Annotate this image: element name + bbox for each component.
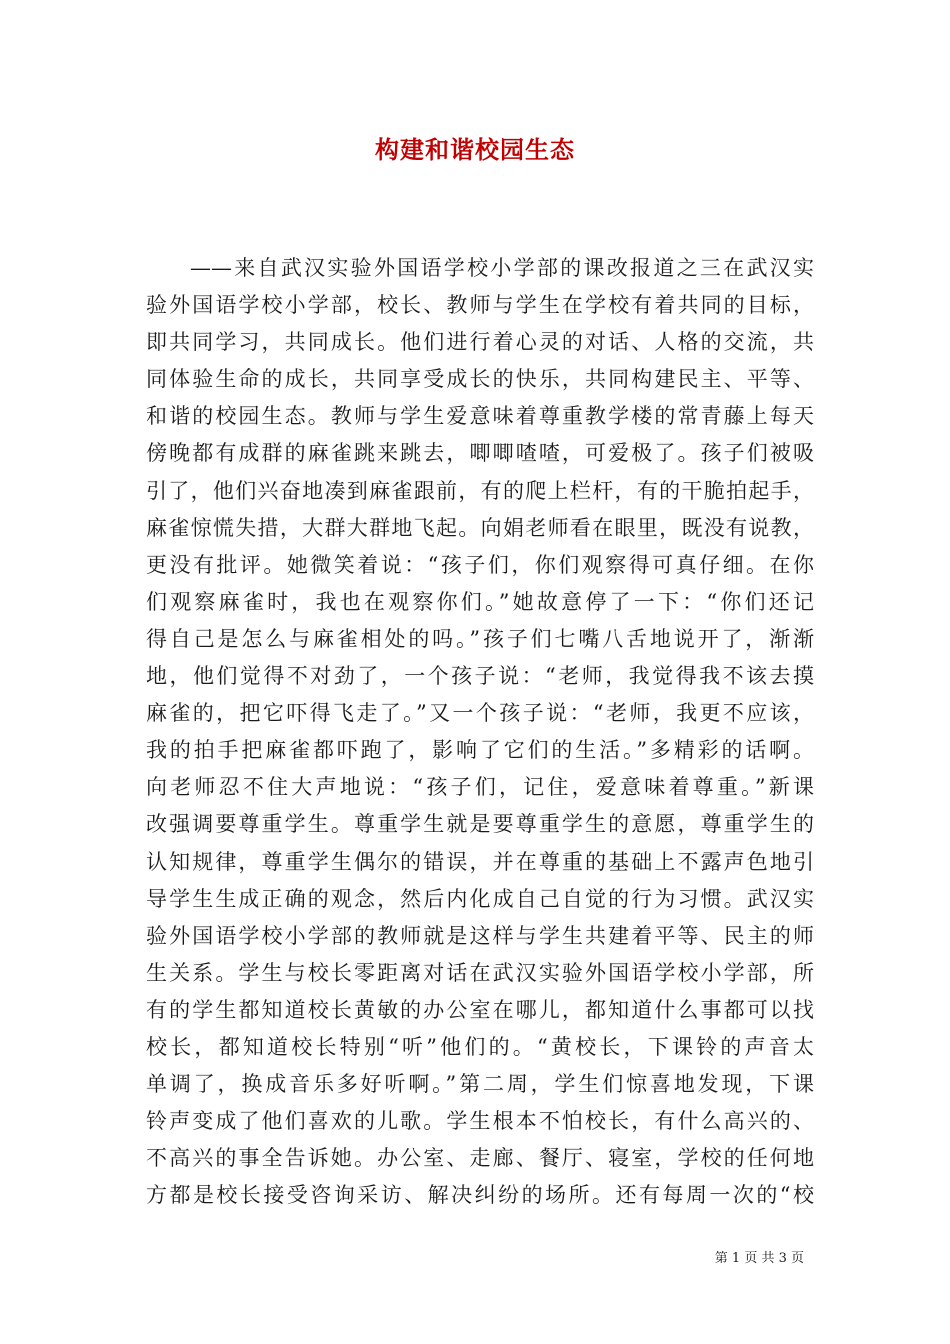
document-body: [146, 250, 814, 1214]
body-line: 有的学生都知道校长黄敏的办公室在哪儿，都知道什么事都可以找: [146, 997, 814, 1022]
body-line: 引了，他们兴奋地凑到麻雀跟前，有的爬上栏杆，有的干脆拍起手，: [146, 478, 814, 503]
page-number-footer: 第 1 页 共 3 页: [714, 1251, 804, 1266]
body-line: 校长，都知道校长特别“听”他们的。“黄校长，下课铃的声音太: [146, 1034, 814, 1059]
body-line: 单调了，换成音乐多好听啊。”第二周，学生们惊喜地发现，下课: [146, 1072, 814, 1097]
body-line: 铃声变成了他们喜欢的儿歌。学生根本不怕校长，有什么高兴的、: [146, 1109, 814, 1134]
body-line: 麻雀的，把它吓得飞走了。”又一个孩子说：“老师，我更不应该，: [146, 701, 814, 726]
body-line: 方都是校长接受咨询采访、解决纠纷的场所。还有每周一次的“校: [146, 1183, 814, 1208]
body-line: 更没有批评。她微笑着说：“孩子们，你们观察得可真仔细。在你: [146, 552, 814, 577]
body-line: 傍晚都有成群的麻雀跳来跳去，唧唧喳喳，可爱极了。孩子们被吸: [146, 441, 814, 466]
body-line: 生关系。学生与校长零距离对话在武汉实验外国语学校小学部，所: [146, 960, 814, 985]
body-line: 同体验生命的成长，共同享受成长的快乐，共同构建民主、平等、: [146, 367, 814, 392]
body-line: 验外国语学校小学部的教师就是这样与学生共建着平等、民主的师: [146, 923, 814, 948]
body-line: 向老师忍不住大声地说：“孩子们，记住，爱意味着尊重。”新课: [146, 775, 814, 800]
body-line: 即共同学习，共同成长。他们进行着心灵的对话、人格的交流，共: [146, 330, 814, 355]
body-line: 改强调要尊重学生。尊重学生就是要尊重学生的意愿，尊重学生的: [146, 812, 814, 837]
body-line: 认知规律，尊重学生偶尔的错误，并在尊重的基础上不露声色地引: [146, 849, 814, 874]
body-line: 导学生生成正确的观念，然后内化成自己自觉的行为习惯。武汉实: [146, 886, 814, 911]
body-line: 们观察麻雀时，我也在观察你们。”她故意停了一下：“你们还记: [146, 589, 814, 614]
body-line: 我的拍手把麻雀都吓跑了，影响了它们的生活。”多精彩的话啊。: [146, 738, 814, 763]
body-line: ——来自武汉实验外国语学校小学部的课改报道之三在武汉实: [190, 256, 814, 280]
body-line: 验外国语学校小学部，校长、教师与学生在学校有着共同的目标，: [146, 293, 814, 318]
body-line: 地，他们觉得不对劲了，一个孩子说：“老师，我觉得我不该去摸: [146, 664, 814, 689]
body-line: 麻雀惊慌失措，大群大群地飞起。向娟老师看在眼里，既没有说教，: [146, 515, 814, 540]
document-title: 构建和谐校园生态: [375, 135, 575, 164]
body-line: 不高兴的事全告诉她。办公室、走廊、餐厅、寝室，学校的任何地: [146, 1146, 814, 1171]
body-line: 和谐的校园生态。教师与学生爱意味着尊重教学楼的常青藤上每天: [146, 404, 814, 429]
body-line: 得自己是怎么与麻雀相处的吗。”孩子们七嘴八舌地说开了，渐渐: [146, 626, 814, 651]
